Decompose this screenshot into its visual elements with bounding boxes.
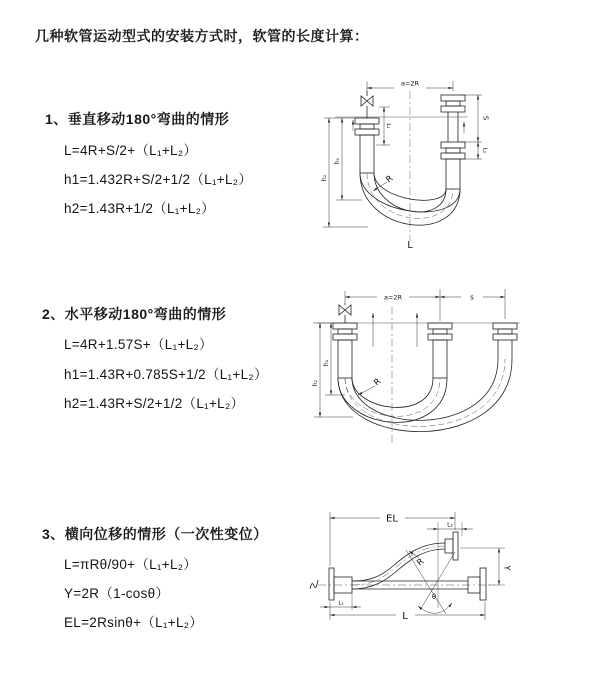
section-2-heading: 2、水平移动180°弯曲的情形 <box>42 306 227 322</box>
section-2-formula-h2: h2=1.43R+S/2+1/2（L₁+L₂） <box>64 396 245 411</box>
d1-radius-label: R <box>384 173 396 186</box>
d1-dimensions <box>323 81 482 227</box>
d1-dim-label-h1: h₁ <box>334 157 341 165</box>
section-3-formula-Y: Y=2R（1-cosθ） <box>64 586 170 601</box>
d2-radius-label: R <box>372 376 384 389</box>
d1-valve-icon <box>361 91 373 118</box>
d2-dim-label-a2r: a=2R <box>383 293 403 302</box>
d2-left-braided-hose <box>338 340 352 378</box>
section-1-formula-h2: h2=1.43R+1/2（L₁+L₂） <box>64 201 215 216</box>
d1-length-label: L <box>407 240 413 251</box>
section-1-formula-L: L=4R+S/2+（L₁+L₂） <box>64 143 198 158</box>
d2-u-bend-hose-displaced <box>338 359 512 432</box>
d2-hose-assembly <box>333 303 517 432</box>
d2-dimensions <box>313 289 505 417</box>
d1-dim-label-h2: h₂ <box>321 174 328 182</box>
d2-right-fitting-displaced <box>493 323 517 359</box>
d1-left-braided-hose <box>360 135 374 173</box>
d1-right-braided-hose <box>446 159 460 189</box>
section-2-formula-h1: h1=1.43R+0.785S+1/2（L₁+L₂） <box>64 367 268 382</box>
d2-u-bend-hose-original <box>338 378 447 422</box>
d3-right-flange-displaced <box>445 532 458 560</box>
d1-u-bend-hose <box>360 173 460 225</box>
d2-centerlines <box>317 307 520 445</box>
d3-dim-label-el: EL <box>386 513 398 525</box>
section-1-formula-h1: h1=1.432R+S/2+1/2（L₁+L₂） <box>64 172 253 187</box>
d1-dim-label-a2r: a=2R <box>400 79 420 88</box>
page-title: 几种软管运动型式的安装方式时，软管的长度计算： <box>35 28 369 44</box>
d3-break-mark <box>310 580 318 589</box>
section-1-heading: 1、垂直移动180°弯曲的情形 <box>45 111 230 127</box>
d1-left-fitting <box>355 118 379 135</box>
d1-right-fitting-raised <box>441 95 465 142</box>
d3-right-flange-original <box>468 568 486 600</box>
section-3-heading: 3、横向位移的情形（一次性变位） <box>42 526 268 542</box>
d1-dim-label-l1: L₁ <box>385 123 391 129</box>
d2-left-fitting <box>333 323 357 340</box>
diagram-lateral-displacement <box>300 498 600 643</box>
d2-dim-label-h1: h₁ <box>323 359 330 367</box>
d3-left-flange <box>329 568 352 600</box>
d3-dimensions <box>320 512 505 620</box>
d3-s-curve-hose <box>352 543 445 589</box>
section-3-formula-EL: EL=2Rsinθ+（L₁+L₂） <box>64 615 204 630</box>
diagram-vertical-180-bend <box>310 75 575 255</box>
d2-dim-label-h2: h₂ <box>312 379 319 387</box>
section-2-formula-L: L=4R+1.57S+（L₁+L₂） <box>64 337 213 352</box>
d2-valve-icon <box>339 303 351 323</box>
section-3-formula-L: L=πRθ/90+（L₁+L₂） <box>64 557 198 572</box>
d2-middle-braided-hose <box>433 340 447 378</box>
d3-dim-label-y: Y <box>502 565 512 571</box>
d3-hose-assembly <box>329 532 486 600</box>
d3-length-label: L <box>402 611 408 622</box>
d3-dim-label-l2: L₂ <box>447 521 453 529</box>
d1-labels <box>321 80 490 252</box>
d2-labels <box>312 294 474 389</box>
d3-angle-label: θ <box>431 593 437 601</box>
diagram-horizontal-180-bend <box>305 283 555 463</box>
d1-right-fitting-lower <box>441 142 465 159</box>
d2-middle-fitting <box>428 323 452 340</box>
d1-dim-label-l2: L₂ <box>481 147 488 154</box>
d2-dim-label-s: s <box>470 293 474 302</box>
d3-radius-label: R <box>415 556 427 569</box>
d1-dim-label-s: S <box>481 115 490 121</box>
d3-dim-label-l1: L₁ <box>338 600 344 607</box>
